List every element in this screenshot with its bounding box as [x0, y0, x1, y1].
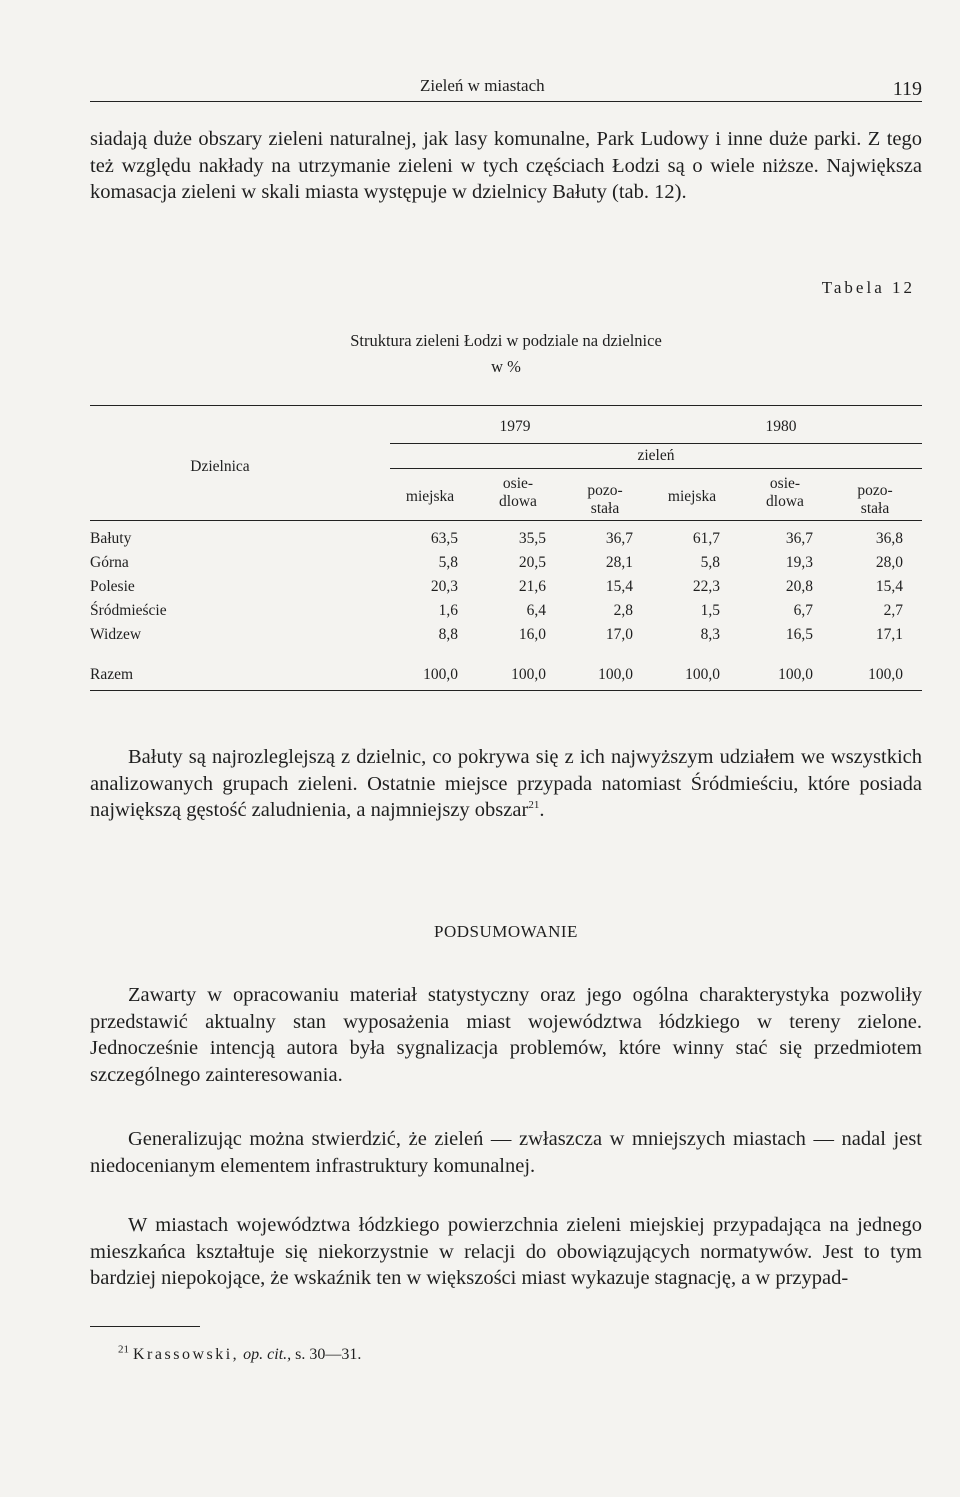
- table-bottom-rule: [90, 690, 922, 691]
- table-row: [90, 530, 922, 552]
- table-cell: 100,0: [598, 666, 633, 683]
- table-total-row: [90, 666, 922, 688]
- table-cell: 36,8: [875, 530, 903, 547]
- table-cell: 28,1: [605, 554, 633, 571]
- table-header-group: zieleń: [637, 447, 675, 464]
- table-cell: 1,6: [438, 602, 458, 619]
- group-rule: [390, 468, 922, 469]
- section-heading: PODSUMOWANIE: [434, 922, 578, 941]
- table-cell: 17,1: [875, 626, 903, 643]
- table-cell: 100,0: [868, 666, 903, 683]
- page-number: 119: [892, 78, 922, 100]
- table-cell: 1,5: [700, 602, 720, 619]
- paragraph-baluty-end: .: [539, 799, 545, 822]
- table-cell: 36,7: [605, 530, 633, 547]
- table-cell: 6,4: [526, 602, 546, 619]
- table-cell: 100,0: [685, 666, 720, 683]
- footnote-author: Krassowski,: [133, 1346, 240, 1363]
- row-district-name: Bałuty: [90, 530, 132, 547]
- table-cell: 20,8: [785, 578, 813, 595]
- page-header: [90, 74, 922, 104]
- col-header-label: pozo- stała: [857, 482, 893, 517]
- table-row: [90, 602, 922, 624]
- footnote: [118, 1343, 362, 1364]
- col-header: [478, 475, 558, 511]
- table-cell: 8,3: [700, 626, 720, 643]
- row-district-name: Śródmieście: [90, 602, 167, 619]
- col-header: [390, 488, 470, 506]
- table-header-rule: [90, 520, 922, 521]
- table-cell: 17,0: [605, 626, 633, 643]
- table-header-district: Dzielnica: [190, 458, 250, 475]
- row-district-name: Polesie: [90, 578, 135, 595]
- row-district-name: Górna: [90, 554, 129, 571]
- table-caption-unit: w %: [491, 357, 521, 376]
- table-caption-title: Struktura zieleni Łodzi w podziale na dzielnice: [350, 331, 662, 350]
- table-cell: 6,7: [793, 602, 813, 619]
- row-district-name: Widzew: [90, 626, 142, 643]
- col-header-label: miejska: [405, 488, 455, 505]
- col-header: [835, 482, 915, 518]
- table-cell: 15,4: [605, 578, 633, 595]
- table-cell: 16,0: [518, 626, 546, 643]
- year-rule: [390, 443, 922, 444]
- table-header-year-1980: 1980: [765, 418, 797, 435]
- header-rule: [90, 101, 922, 102]
- table-cell: 36,7: [785, 530, 813, 547]
- col-header-label: pozo- stała: [587, 482, 623, 517]
- table-cell: 20,5: [518, 554, 546, 571]
- paragraph-summary-3: W miastach województwa łódzkiego powierzchnia zieleni miejskiej przypadająca na jednego mieszkańca kształtuje się niekorzystnie w relacji do obowiązujących normatywów. Jest to tym bardziej niepokojące, że wskaźnik ten w większości miast wykazuje stagnację, a w przypad-: [90, 1214, 922, 1290]
- running-title: Zieleń w miastach: [420, 76, 545, 95]
- table-top-rule: [90, 405, 922, 406]
- table-label: Tabela 12: [821, 278, 915, 297]
- table-cell: 61,7: [692, 530, 720, 547]
- table-cell: 28,0: [875, 554, 903, 571]
- footnote-pages: s. 30—31.: [295, 1346, 362, 1363]
- row-district-name: Razem: [90, 666, 134, 683]
- table-cell: 21,6: [518, 578, 546, 595]
- footnote-ref: 21: [528, 799, 540, 812]
- table-cell: 20,3: [430, 578, 458, 595]
- col-header: [745, 475, 825, 511]
- footnote-ref-text: op. cit.,: [243, 1346, 292, 1363]
- col-header: [652, 488, 732, 506]
- table-cell: 100,0: [778, 666, 813, 683]
- table-cell: 100,0: [423, 666, 458, 683]
- paragraph-summary-1: Zawarty w opracowaniu materiał statystyczny oraz jego ogólna charakterystyka pozwoliły przedstawić aktualny stan wyposażenia miast województwa łódzkiego w tereny zielone. Jednocześnie intencją autora była sygnalizacja problemów, które winny stać się przedmiotem szczególnego zainteresowania.: [90, 984, 922, 1087]
- table-cell: 63,5: [430, 530, 458, 547]
- table-cell: 2,7: [883, 602, 903, 619]
- col-header: [565, 482, 645, 518]
- table-cell: 2,8: [613, 602, 633, 619]
- table-cell: 35,5: [518, 530, 546, 547]
- col-header-label: osie- dlowa: [766, 475, 804, 510]
- table-header-year-1979: 1979: [499, 418, 531, 435]
- table-row: [90, 578, 922, 600]
- table-row: [90, 626, 922, 648]
- table-cell: 22,3: [692, 578, 720, 595]
- table-cell: 5,8: [700, 554, 720, 571]
- paragraph-summary-2: Generalizując można stwierdzić, że zieleń — zwłaszcza w mniejszych miastach — nadal jest niedocenianym elementem infrastruktury komunalnej.: [90, 1128, 922, 1177]
- table-cell: 16,5: [785, 626, 813, 643]
- col-header-label: miejska: [667, 488, 717, 505]
- paragraph-baluty-text: Bałuty są najrozleglejszą z dzielnic, co pokrywa się z ich najwyższym udziałem we wszystkich analizowanych grupach zieleni. Ostatnie miejsce przypada natomiast Śródmieściu, które posiada największą gęstość zaludnienia, a najmniejszy obszar: [90, 746, 922, 822]
- table-cell: 19,3: [785, 554, 813, 571]
- footnote-number: 21: [118, 1343, 129, 1356]
- footnote-rule: [90, 1326, 200, 1327]
- col-header-label: osie- dlowa: [499, 475, 537, 510]
- table-row: [90, 554, 922, 576]
- table-cell: 8,8: [438, 626, 458, 643]
- table-cell: 100,0: [511, 666, 546, 683]
- paragraph-baluty: [90, 744, 922, 824]
- table-caption: [90, 328, 922, 380]
- table-cell: 15,4: [875, 578, 903, 595]
- table-cell: 5,8: [438, 554, 458, 571]
- paragraph-intro: siadają duże obszary zieleni naturalnej, jak lasy komunalne, Park Ludowy i inne duże parki. Z tego też względu nakłady na utrzymanie zieleni w tych częściach Łodzi są o wiele niższe. Największa komasacja zieleni w skali miasta występuje w dzielnicy Bałuty (tab. 12).: [90, 128, 922, 204]
